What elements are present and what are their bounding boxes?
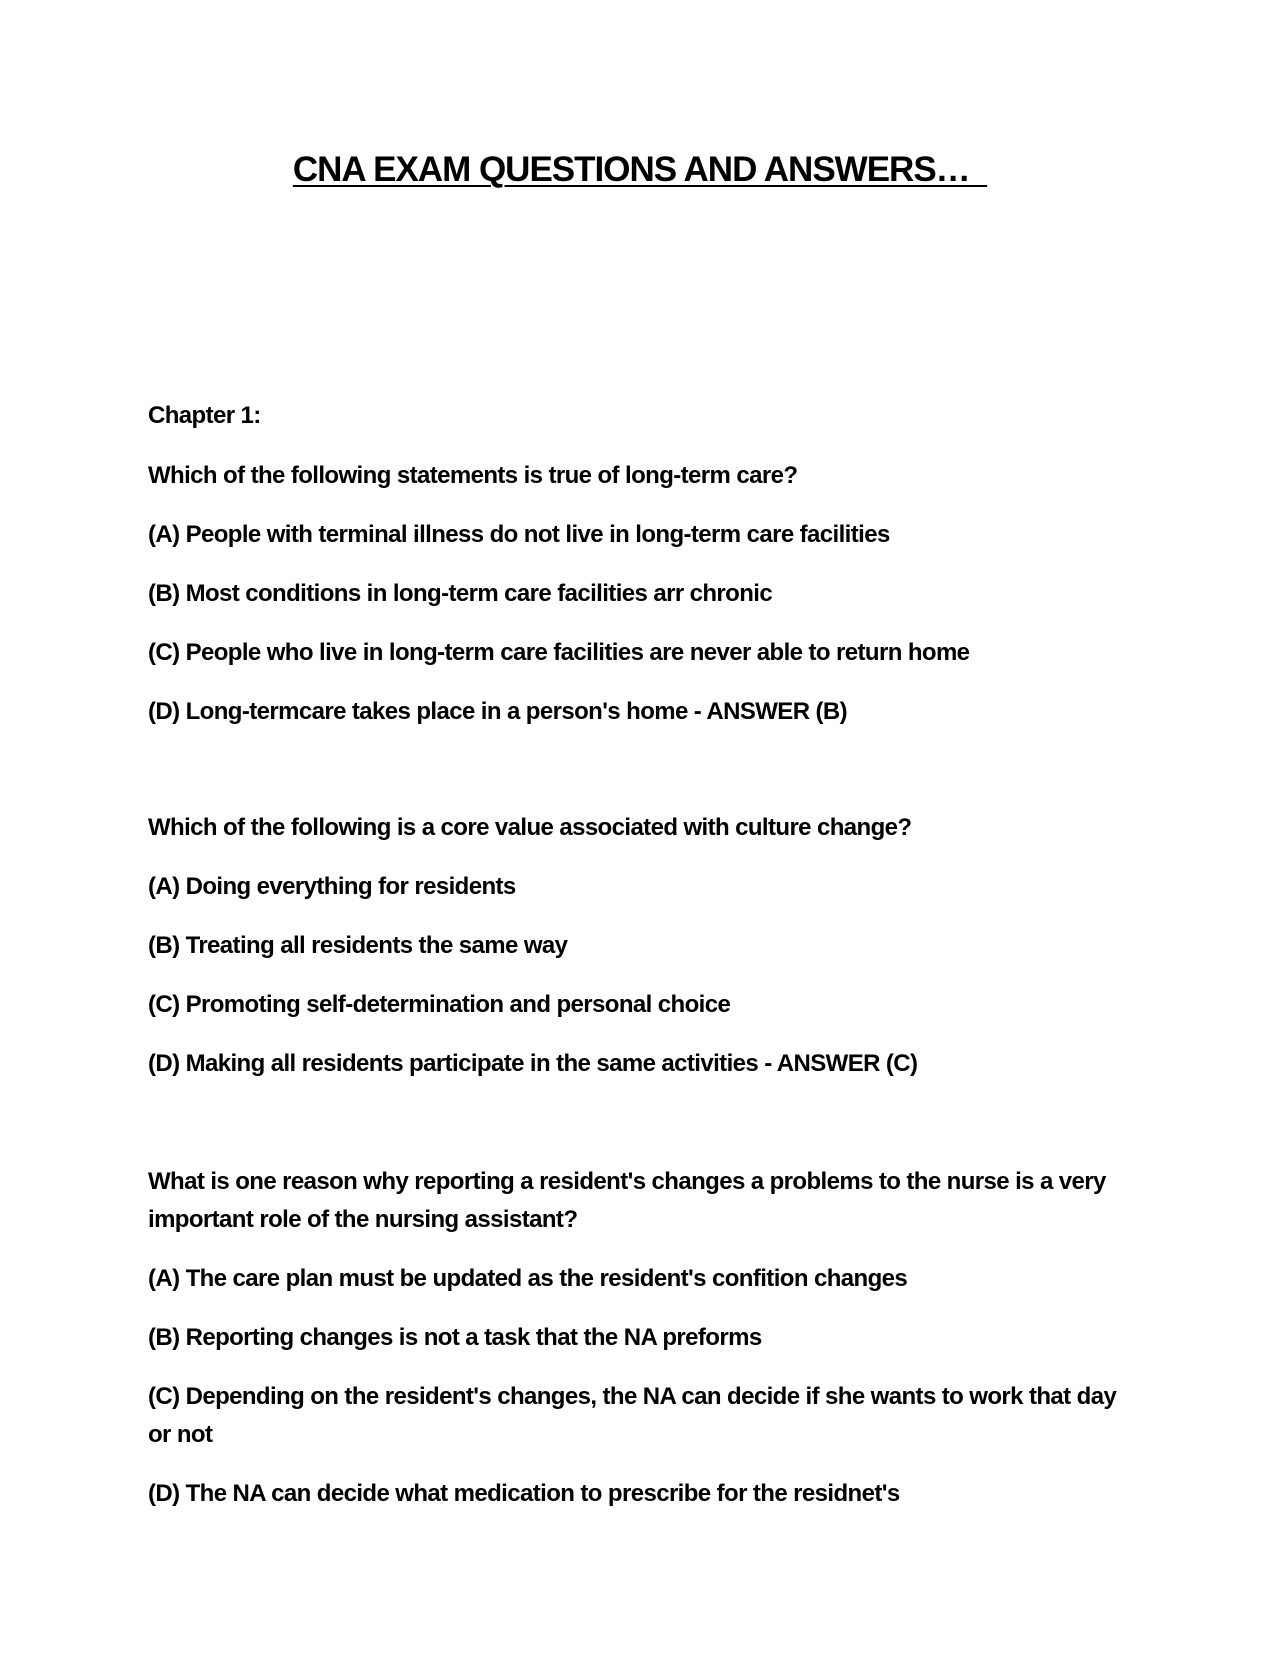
question-1: Which of the following statements is true of long-term care? bbox=[148, 462, 798, 489]
question-1-option-c: (C) People who live in long-term care facilities are never able to return home bbox=[148, 639, 970, 666]
question-2-option-a: (A) Doing everything for residents bbox=[148, 873, 516, 900]
question-1-option-a: (A) People with terminal illness do not live in long-term care facilities bbox=[148, 521, 890, 548]
question-2-option-c: (C) Promoting self-determination and personal choice bbox=[148, 991, 731, 1018]
question-1-option-d: (D) Long-termcare takes place in a person's home - ANSWER (B) bbox=[148, 698, 848, 725]
question-3-option-a: (A) The care plan must be updated as the resident's confition changes bbox=[148, 1265, 908, 1292]
document-title bbox=[0, 148, 1280, 192]
question-3-option-d: (D) The NA can decide what medication to prescribe for the residnet's bbox=[148, 1480, 900, 1507]
question-2-option-b: (B) Treating all residents the same way bbox=[148, 932, 568, 959]
question-3: What is one reason why reporting a resident's changes a problems to the nurse is a very important role of the nursing assistant? bbox=[148, 1168, 1106, 1233]
question-3-option-b: (B) Reporting changes is not a task that the NA preforms bbox=[148, 1324, 762, 1351]
document-title-text: CNA EXAM QUESTIONS AND ANSWERS… bbox=[292, 150, 988, 189]
question-3-option-c: (C) Depending on the resident's changes, the NA can decide if she wants to work that day or not bbox=[148, 1383, 1117, 1448]
question-2: Which of the following is a core value associated with culture change? bbox=[148, 814, 912, 841]
question-2-option-d: (D) Making all residents participate in the same activities - ANSWER (C) bbox=[148, 1050, 918, 1077]
chapter-heading: Chapter 1: bbox=[148, 402, 261, 429]
question-1-option-b: (B) Most conditions in long-term care facilities arr chronic bbox=[148, 580, 773, 607]
